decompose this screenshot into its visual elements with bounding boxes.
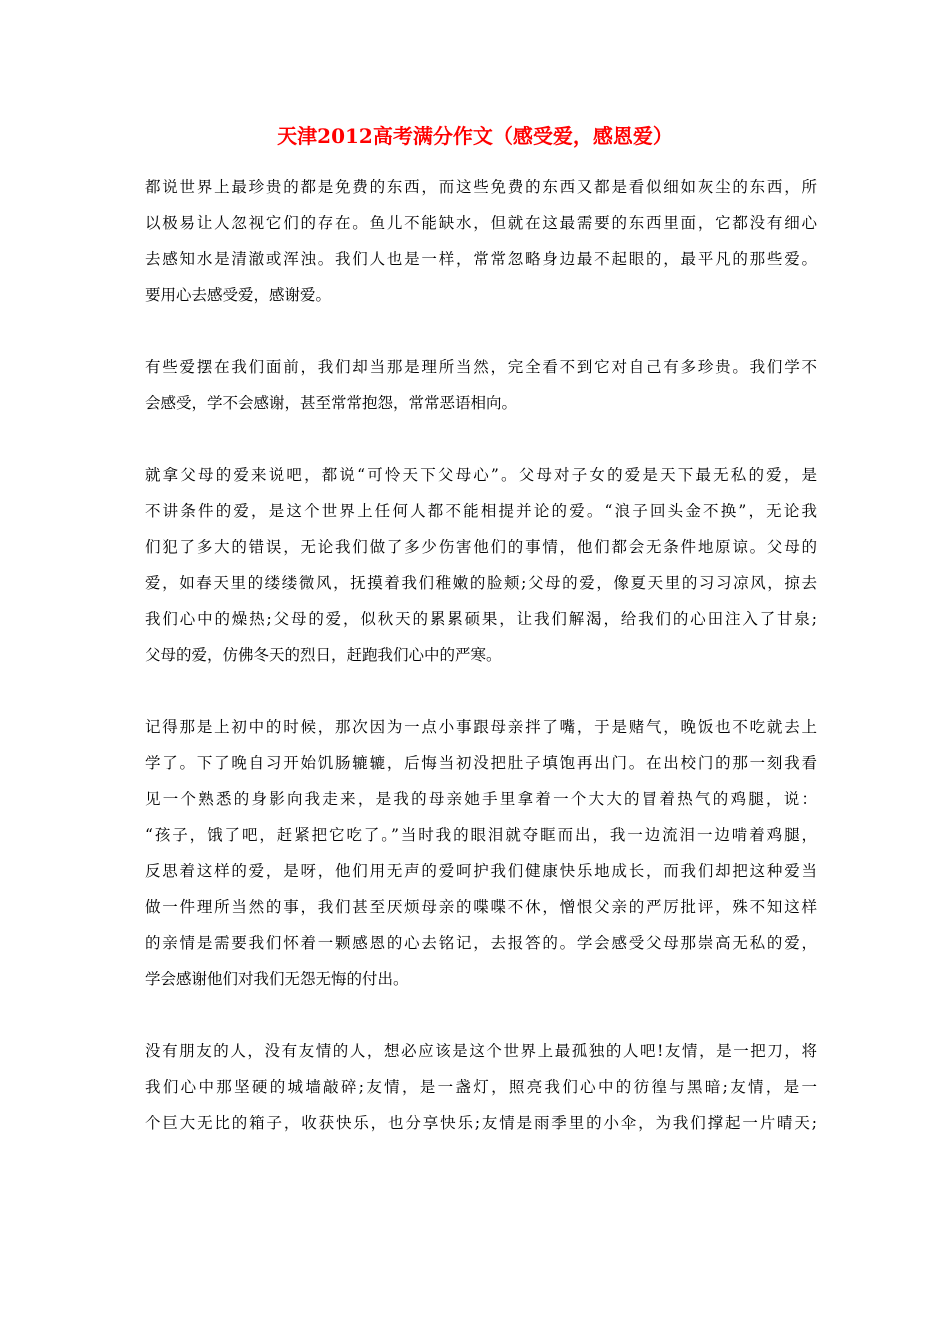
text-line: 做一件理所当然的事，我们甚至厌烦母亲的喋喋不休，憎恨父亲的严厉批评，殊不知这样 [145, 898, 817, 916]
text-line: 都说世界上最珍贵的都是免费的东西，而这些免费的东西又都是看似细如灰尘的东西，所 [145, 178, 817, 196]
text-line: 反思着这样的爱，是呀，他们用无声的爱呵护我们健康快乐地成长，而我们却把这种爱当 [145, 862, 817, 880]
text-line: 学会感谢他们对我们无怨无悔的付出。 [145, 970, 409, 988]
text-line: 以极易让人忽视它们的存在。鱼儿不能缺水，但就在这最需要的东西里面，它都没有细心 [145, 214, 817, 232]
text-line: 不讲条件的爱，是这个世界上任何人都不能相提并论的爱。“浪子回头金不换”，无论我 [145, 502, 817, 520]
text-line: 个巨大无比的箱子，收获快乐，也分享快乐;友情是雨季里的小伞，为我们撑起一片晴天; [145, 1114, 817, 1132]
paragraph-4 [145, 712, 817, 1000]
text-line: “孩子，饿了吧，赶紧把它吃了。”当时我的眼泪就夺眶而出，我一边流泪一边啃着鸡腿， [145, 826, 817, 844]
paragraph-2 [145, 352, 817, 424]
text-line: 的亲情是需要我们怀着一颗感恩的心去铭记，去报答的。学会感受父母那崇高无私的爱， [145, 934, 817, 952]
text-line: 我们心中的燥热;父母的爱，似秋天的累累硕果，让我们解渴，给我们的心田注入了甘泉; [145, 610, 817, 628]
paragraph-3 [145, 460, 817, 676]
paragraph-1 [145, 172, 817, 316]
text-line: 没有朋友的人，没有友情的人，想必应该是这个世界上最孤独的人吧!友情，是一把刀，将 [145, 1042, 817, 1060]
paragraph-5 [145, 1036, 817, 1144]
text-line: 爱，如春天里的缕缕微风，抚摸着我们稚嫩的脸颊;父母的爱，像夏天里的习习凉风，掠去 [145, 574, 817, 592]
text-line: 们犯了多大的错误，无论我们做了多少伤害他们的事情，他们都会无条件地原谅。父母的 [145, 538, 817, 556]
text-line: 去感知水是清澈或浑浊。我们人也是一样，常常忽略身边最不起眼的，最平凡的那些爱。 [145, 250, 817, 268]
document-title: 天津2012高考满分作文（感受爱，感恩爱） [277, 124, 673, 148]
text-line: 有些爱摆在我们面前，我们却当那是理所当然，完全看不到它对自己有多珍贵。我们学不 [145, 358, 817, 376]
text-line: 学了。下了晚自习开始饥肠辘辘，后悔当初没把肚子填饱再出门。在出校门的那一刻我看 [145, 754, 817, 772]
text-line: 记得那是上初中的时候，那次因为一点小事跟母亲拌了嘴，于是赌气，晚饭也不吃就去上 [145, 718, 817, 736]
document-body [145, 172, 817, 1180]
text-line: 会感受，学不会感谢，甚至常常抱怨，常常恶语相向。 [145, 394, 518, 412]
text-line: 见一个熟悉的身影向我走来，是我的母亲她手里拿着一个大大的冒着热气的鸡腿，说： [145, 790, 817, 808]
text-line: 父母的爱，仿佛冬天的烈日，赶跑我们心中的严寒。 [145, 646, 502, 664]
text-line: 我们心中那坚硬的城墙敲碎;友情，是一盏灯，照亮我们心中的彷徨与黑暗;友情，是一 [145, 1078, 817, 1096]
text-line: 要用心去感受爱，感谢爱。 [145, 286, 332, 304]
text-line: 就拿父母的爱来说吧，都说“可怜天下父母心”。父母对子女的爱是天下最无私的爱，是 [145, 466, 817, 484]
